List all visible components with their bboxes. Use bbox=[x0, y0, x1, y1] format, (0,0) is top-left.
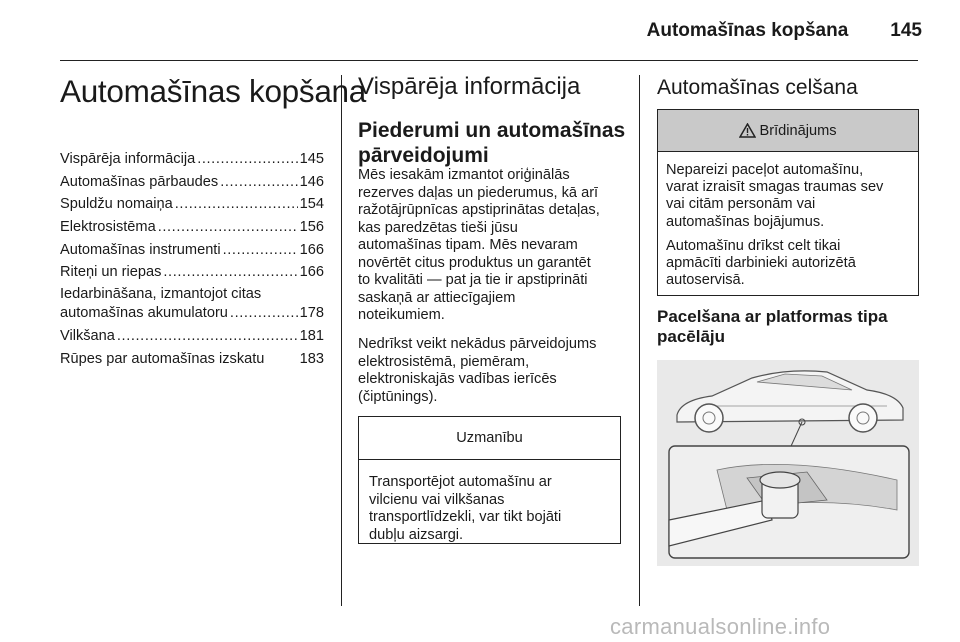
column-divider bbox=[639, 75, 640, 606]
watermark: carmanualsonline.info bbox=[610, 614, 831, 639]
toc-entry[interactable]: Iedarbināšana, izmantojot citas automašīnas akumulatoru ..... 178 bbox=[60, 285, 324, 323]
section-subtitle: Pacelšana ar platformas tipa pacēlāju bbox=[657, 307, 888, 346]
toc-entry[interactable]: Vilkšana ..... 181 bbox=[60, 325, 324, 348]
header-rule bbox=[60, 60, 918, 61]
warning-triangle-icon bbox=[739, 123, 756, 138]
warning-header bbox=[658, 110, 918, 152]
caution-title: Uzmanību bbox=[359, 417, 620, 460]
running-header-title: Automašīnas kopšana bbox=[646, 20, 849, 41]
section-title: Automašīnas celšana bbox=[657, 76, 858, 99]
section-subtitle: Piederumi un automašīnas pārveidojumi bbox=[358, 119, 626, 167]
running-header bbox=[647, 20, 922, 42]
paragraph: Nedrīkst veikt nekādus pārveidojums elektrosistēmā, piemēram, elektroniskajās vadības ierīcēs (čiptūnings). bbox=[358, 336, 597, 405]
toc-entry[interactable]: Rūpes par automašīnas izskatu 183 bbox=[60, 350, 324, 367]
chapter-title: Automašīnas kopšana bbox=[60, 73, 366, 109]
table-of-contents bbox=[60, 148, 324, 371]
section-title: Vispārēja informācija bbox=[358, 73, 581, 100]
car-lift-illustration bbox=[657, 360, 919, 566]
warning-box bbox=[657, 109, 919, 296]
toc-entry[interactable]: Automašīnas pārbaudes ..... 146 bbox=[60, 171, 324, 194]
warning-text: Nepareizi paceļot automašīnu, varat izraisīt smagas traumas sev vai citām personām vai automašīnas bojājumus. Automašīnu drīkst celt tikai apmācīti darbinieki autorizētā autoservisā. bbox=[666, 162, 884, 289]
toc-entry[interactable]: Automašīnas instrumenti ..... 166 bbox=[60, 239, 324, 262]
toc-entry[interactable]: Spuldžu nomaiņa ..... 154 bbox=[60, 193, 324, 216]
car-on-lift-image bbox=[657, 360, 919, 566]
paragraph: Mēs iesakām izmantot oriģinālās rezerves daļas un piederumus, kā arī ražotājrūpnīcas apstiprinātas detaļas, kas paredzētas tieši jūsu automašīnas tipam. Mēs nevaram novērtēt citus produktus un garantēt to kvalitāti — pat ja tie ir apstiprināti saskaņā ar attiecīgajiem noteikumiem. bbox=[358, 167, 600, 323]
column-divider bbox=[341, 75, 342, 606]
caution-text: Transportējot automašīnu ar vilcienu vai vilkšanas transportlīdzekli, var tikt bojāti dubļu aizsargi. bbox=[369, 474, 562, 543]
toc-entry[interactable]: Vispārēja informācija ..... 145 bbox=[60, 148, 324, 171]
toc-entry[interactable]: Riteņi un riepas ..... 166 bbox=[60, 261, 324, 284]
caution-box bbox=[358, 416, 621, 544]
page-number: 145 bbox=[890, 20, 922, 41]
toc-entry[interactable]: Elektrosistēma ..... 156 bbox=[60, 216, 324, 239]
warning-title: Brīdinājums bbox=[759, 122, 837, 139]
